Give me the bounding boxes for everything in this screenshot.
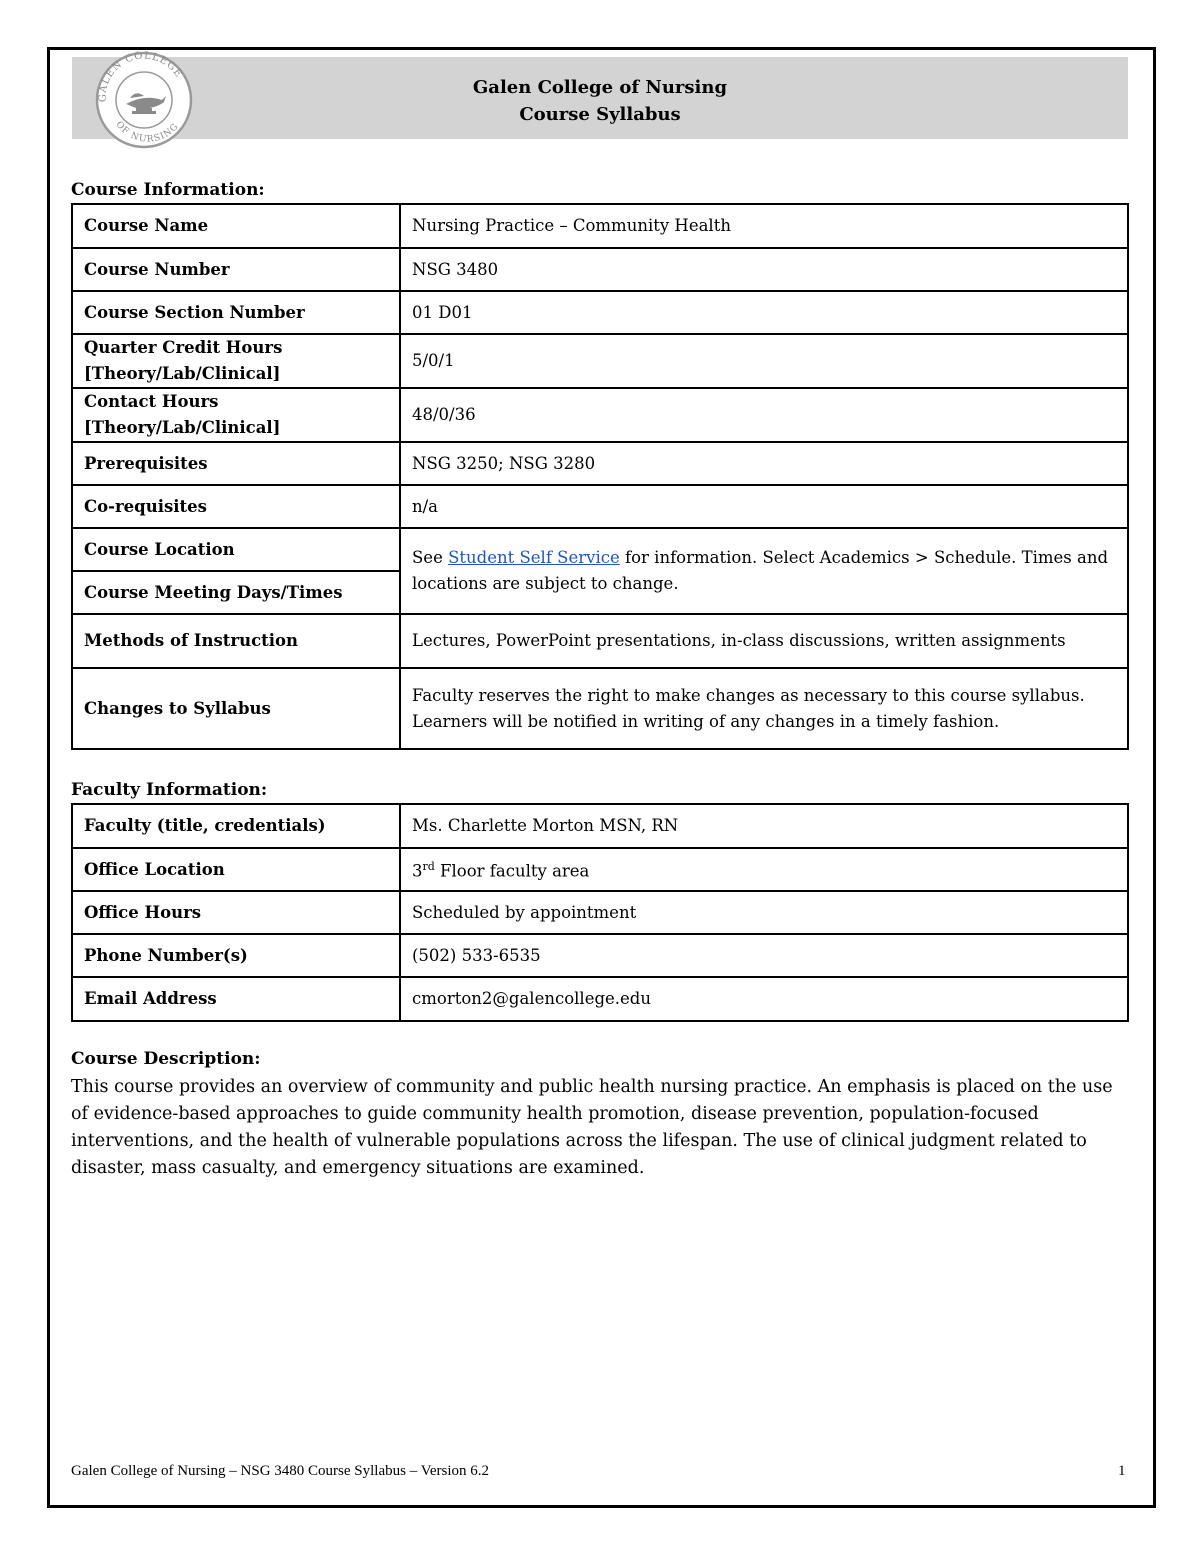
table-row [72,528,1128,571]
table-row [72,934,1128,977]
corequisites-label: Co-requisites [72,485,400,528]
table-row [72,668,1128,749]
course-location-label: Course Location [72,528,400,571]
table-row [72,977,1128,1021]
faculty-info-table [71,803,1129,1022]
table-row [72,334,1128,388]
course-name-value: Nursing Practice – Community Health [400,204,1128,248]
title-line-1: Galen College of Nursing [472,77,728,98]
course-number-value: NSG 3480 [400,248,1128,291]
course-name-label: Course Name [72,204,400,248]
office-hours-value: Scheduled by appointment [400,891,1128,934]
faculty-info-heading: Faculty Information: [71,780,268,800]
title-line-2: Course Syllabus [519,104,681,125]
table-row [72,485,1128,528]
office-floor-text: Floor faculty area [434,861,590,881]
page-number: 1 [1118,1463,1126,1479]
faculty-title-label: Faculty (title, credentials) [72,804,400,848]
office-location-value [400,848,1128,891]
contact-hours-value: 48/0/36 [400,388,1128,442]
course-number-label: Course Number [72,248,400,291]
logo-arc-top-text: GALEN COLLEGE [97,50,185,103]
methods-label: Methods of Instruction [72,614,400,668]
course-info-table [71,203,1129,750]
corequisites-value: n/a [400,485,1128,528]
course-description-text: This course provides an overview of community and public health nursing practice. An emphasis is placed on the use of evidence-based approaches to guide community health promotion, disease prevention, population-focused interventions, and the health of vulnerable populations across the lifespan. The use of clinical judgment related to disaster, mass casualty, and emergency situations are examined. [71,1077,1113,1178]
meeting-times-label: Course Meeting Days/Times [72,571,400,614]
credit-hours-value: 5/0/1 [400,334,1128,388]
changes-value: Faculty reserves the right to make changes as necessary to this course syllabus. Learners will be notified in writing of any changes in a timely fashion. [400,668,1128,749]
table-row [72,204,1128,248]
footer-text: Galen College of Nursing – NSG 3480 Course Syllabus – Version 6.2 [71,1463,490,1479]
email-label: Email Address [72,977,400,1021]
faculty-title-value: Ms. Charlette Morton MSN, RN [400,804,1128,848]
table-row [72,848,1128,891]
contact-hours-label: Contact Hours [Theory/Lab/Clinical] [72,388,400,442]
office-floor-number: 3 [412,861,423,881]
table-row [72,804,1128,848]
student-self-service-link[interactable]: Student Self Service [448,548,620,567]
table-row [72,891,1128,934]
course-info-heading: Course Information: [71,180,265,200]
phone-value: (502) 533-6535 [400,934,1128,977]
table-row [72,291,1128,334]
location-prefix-text: See [412,548,443,567]
section-number-label: Course Section Number [72,291,400,334]
table-row [72,388,1128,442]
methods-value: Lectures, PowerPoint presentations, in-class discussions, written assignments [400,614,1128,668]
location-suffix-text: for information. Select Academics > Schedule. Times and locations are subject to change. [412,548,1109,593]
prerequisites-value: NSG 3250; NSG 3280 [400,442,1128,485]
phone-label: Phone Number(s) [72,934,400,977]
section-number-value: 01 D01 [400,291,1128,334]
changes-label: Changes to Syllabus [72,668,400,749]
logo-arc-bottom-text: OF NURSING [113,119,182,145]
location-schedule-value [400,528,1128,614]
course-description-heading: Course Description: [71,1049,261,1069]
table-row [72,442,1128,485]
office-hours-label: Office Hours [72,891,400,934]
table-row [72,248,1128,291]
table-row [72,614,1128,668]
credit-hours-label: Quarter Credit Hours [Theory/Lab/Clinical] [72,334,400,388]
prerequisites-label: Prerequisites [72,442,400,485]
office-floor-suffix: rd [422,860,435,874]
office-location-label: Office Location [72,848,400,891]
document-title [72,74,1128,128]
email-value: cmorton2@galencollege.edu [400,977,1128,1021]
